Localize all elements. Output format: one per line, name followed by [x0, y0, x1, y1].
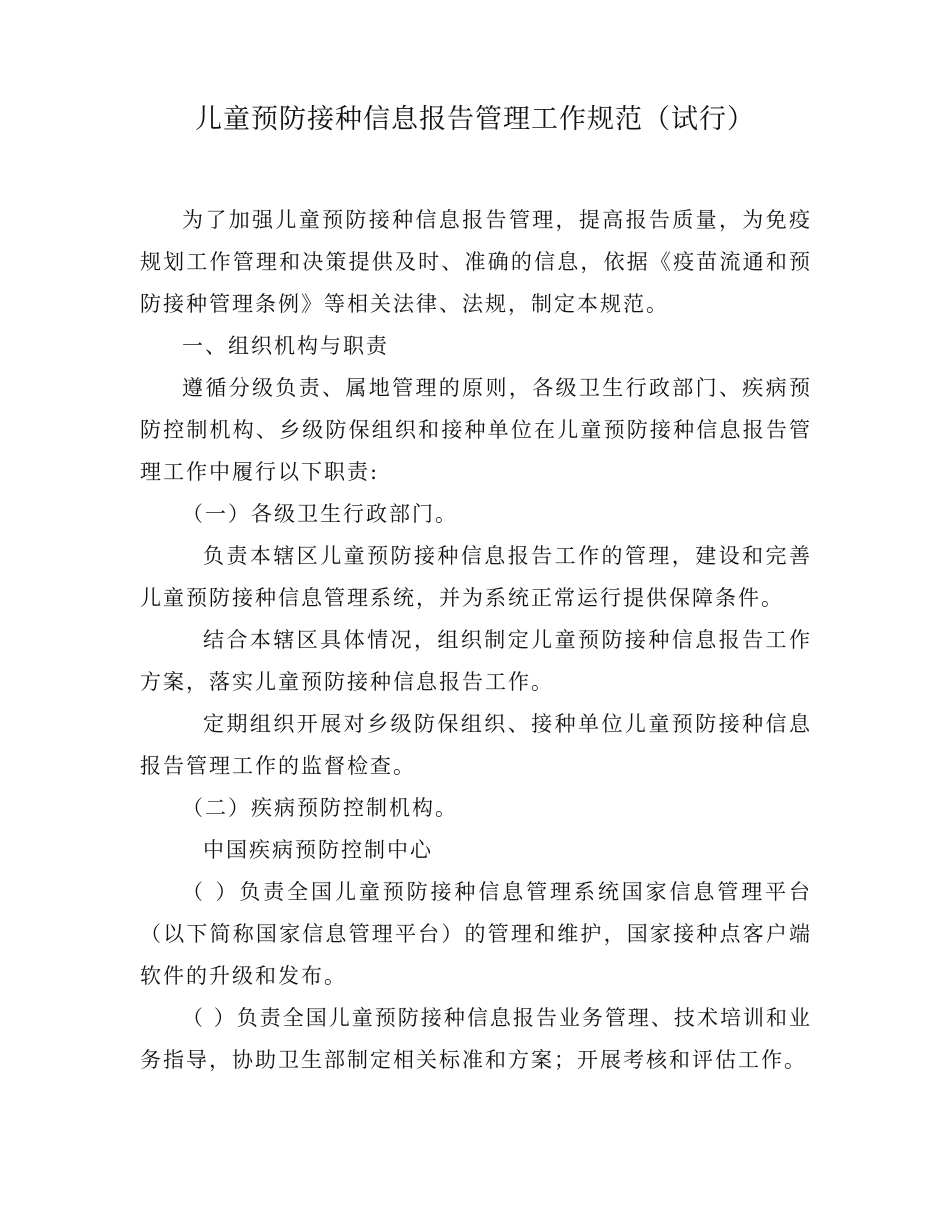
document-body: [140, 199, 812, 1081]
paragraph-health-admin-duty-2: 结合本辖区具体情况，组织制定儿童预防接种信息报告工作方案，落实儿童预防接种信息报告工作。: [140, 628, 812, 694]
section-heading-organization: 一、组织机构与职责: [182, 334, 389, 358]
paragraph-cdc-duty-1: （ ）负责全国儿童预防接种信息管理系统国家信息管理平台（以下简称国家信息管理平台）的管理和维护，国家接种点客户端软件的升级和发布。: [140, 880, 812, 988]
subsection-heading-health-admin: （一）各级卫生行政部门。: [182, 502, 458, 526]
paragraph-principles: 遵循分级负责、属地管理的原则，各级卫生行政部门、疾病预防控制机构、乡级防保组织和接种单位在儿童预防接种信息报告管理工作中履行以下职责:: [140, 376, 812, 484]
document-title: 儿童预防接种信息报告管理工作规范（试行）: [195, 104, 755, 135]
paragraph-cdc-duty-2: （ ）负责全国儿童预防接种信息报告业务管理、技术培训和业务指导，协助卫生部制定相关标准和方案；开展考核和评估工作。: [140, 1006, 812, 1072]
paragraph-health-admin-duty-1: 负责本辖区儿童预防接种信息报告工作的管理，建设和完善儿童预防接种信息管理系统，并为系统正常运行提供保障条件。: [140, 544, 812, 610]
paragraph-purpose: 为了加强儿童预防接种信息报告管理，提高报告质量，为免疫规划工作管理和决策提供及时、准确的信息，依据《疫苗流通和预防接种管理条例》等相关法律、法规，制定本规范。: [140, 208, 812, 316]
subsection-heading-cdc: （二）疾病预防控制机构。: [182, 796, 458, 820]
paragraph-health-admin-duty-3: 定期组织开展对乡级防保组织、接种单位儿童预防接种信息报告管理工作的监督检查。: [140, 712, 812, 778]
subheading-china-cdc: 中国疾病预防控制中心: [203, 838, 433, 862]
